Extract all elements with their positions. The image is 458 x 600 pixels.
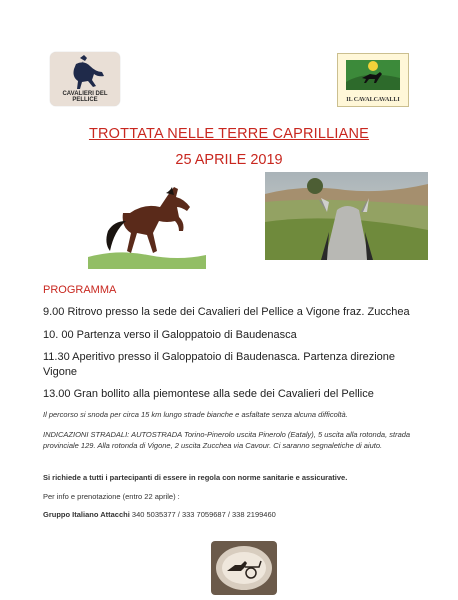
logo-right-label: IL CAVALCAVALLI	[346, 97, 400, 103]
rearing-horse-photo	[78, 177, 206, 271]
rider-on-horse-icon	[50, 52, 120, 96]
requirement-note: Si richiede a tutti i partecipanti di essere in regola con norme sanitarie e assicurative.	[43, 473, 348, 482]
program-item-1: 9.00 Ritrovo presso la sede dei Cavalieri del Pellice a Vigone fraz. Zucchea	[43, 306, 410, 318]
gruppo-italiano-attacchi-logo	[211, 541, 277, 595]
contact-numbers: 340 5035377 / 333 7059687 / 338 2199460	[131, 510, 276, 519]
logo-left-label: CAVALIERI DEL PELLICE	[62, 91, 108, 103]
route-note: Il percorso si snoda per circa 15 km lungo strade bianche e asfaltate senza alcuna difficoltà.	[43, 410, 348, 419]
cavalieri-del-pellice-logo	[50, 52, 120, 106]
countryside-ride-photo	[265, 172, 428, 260]
directions-note: INDICAZIONI STRADALI: AUTOSTRADA Torino-Pinerolo uscita Pinerolo (Eataly), 5 uscita alla rotonda, strada provinciale 129. Alla rotonda di Vigone, 2 uscita Zucchea via Cavour. Ci saranno segnaletiche di aiuto.	[43, 430, 411, 450]
contact-line	[43, 509, 423, 520]
program-heading: PROGRAMMA	[43, 284, 117, 296]
landscape-horse-icon	[338, 54, 408, 94]
program-item-2: 10. 00 Partenza verso il Galoppatoio di Baudenasca	[43, 329, 297, 341]
event-date: 25 APRILE 2019	[175, 152, 283, 168]
il-cavalcavalli-logo	[337, 53, 409, 107]
program-item-4: 13.00 Gran bollito alla piemontese alla sede dei Cavalieri del Pellice	[43, 388, 374, 400]
event-title: TROTTATA NELLE TERRE CAPRILLIANE	[88, 126, 370, 142]
program-item-3: 11.30 Aperitivo presso il Galoppatoio di Baudenasca. Partenza direzione Vigone	[43, 351, 396, 378]
contact-name: Gruppo Italiano Attacchi	[43, 510, 130, 519]
info-note: Per info e prenotazione (entro 22 aprile) :	[43, 492, 180, 501]
